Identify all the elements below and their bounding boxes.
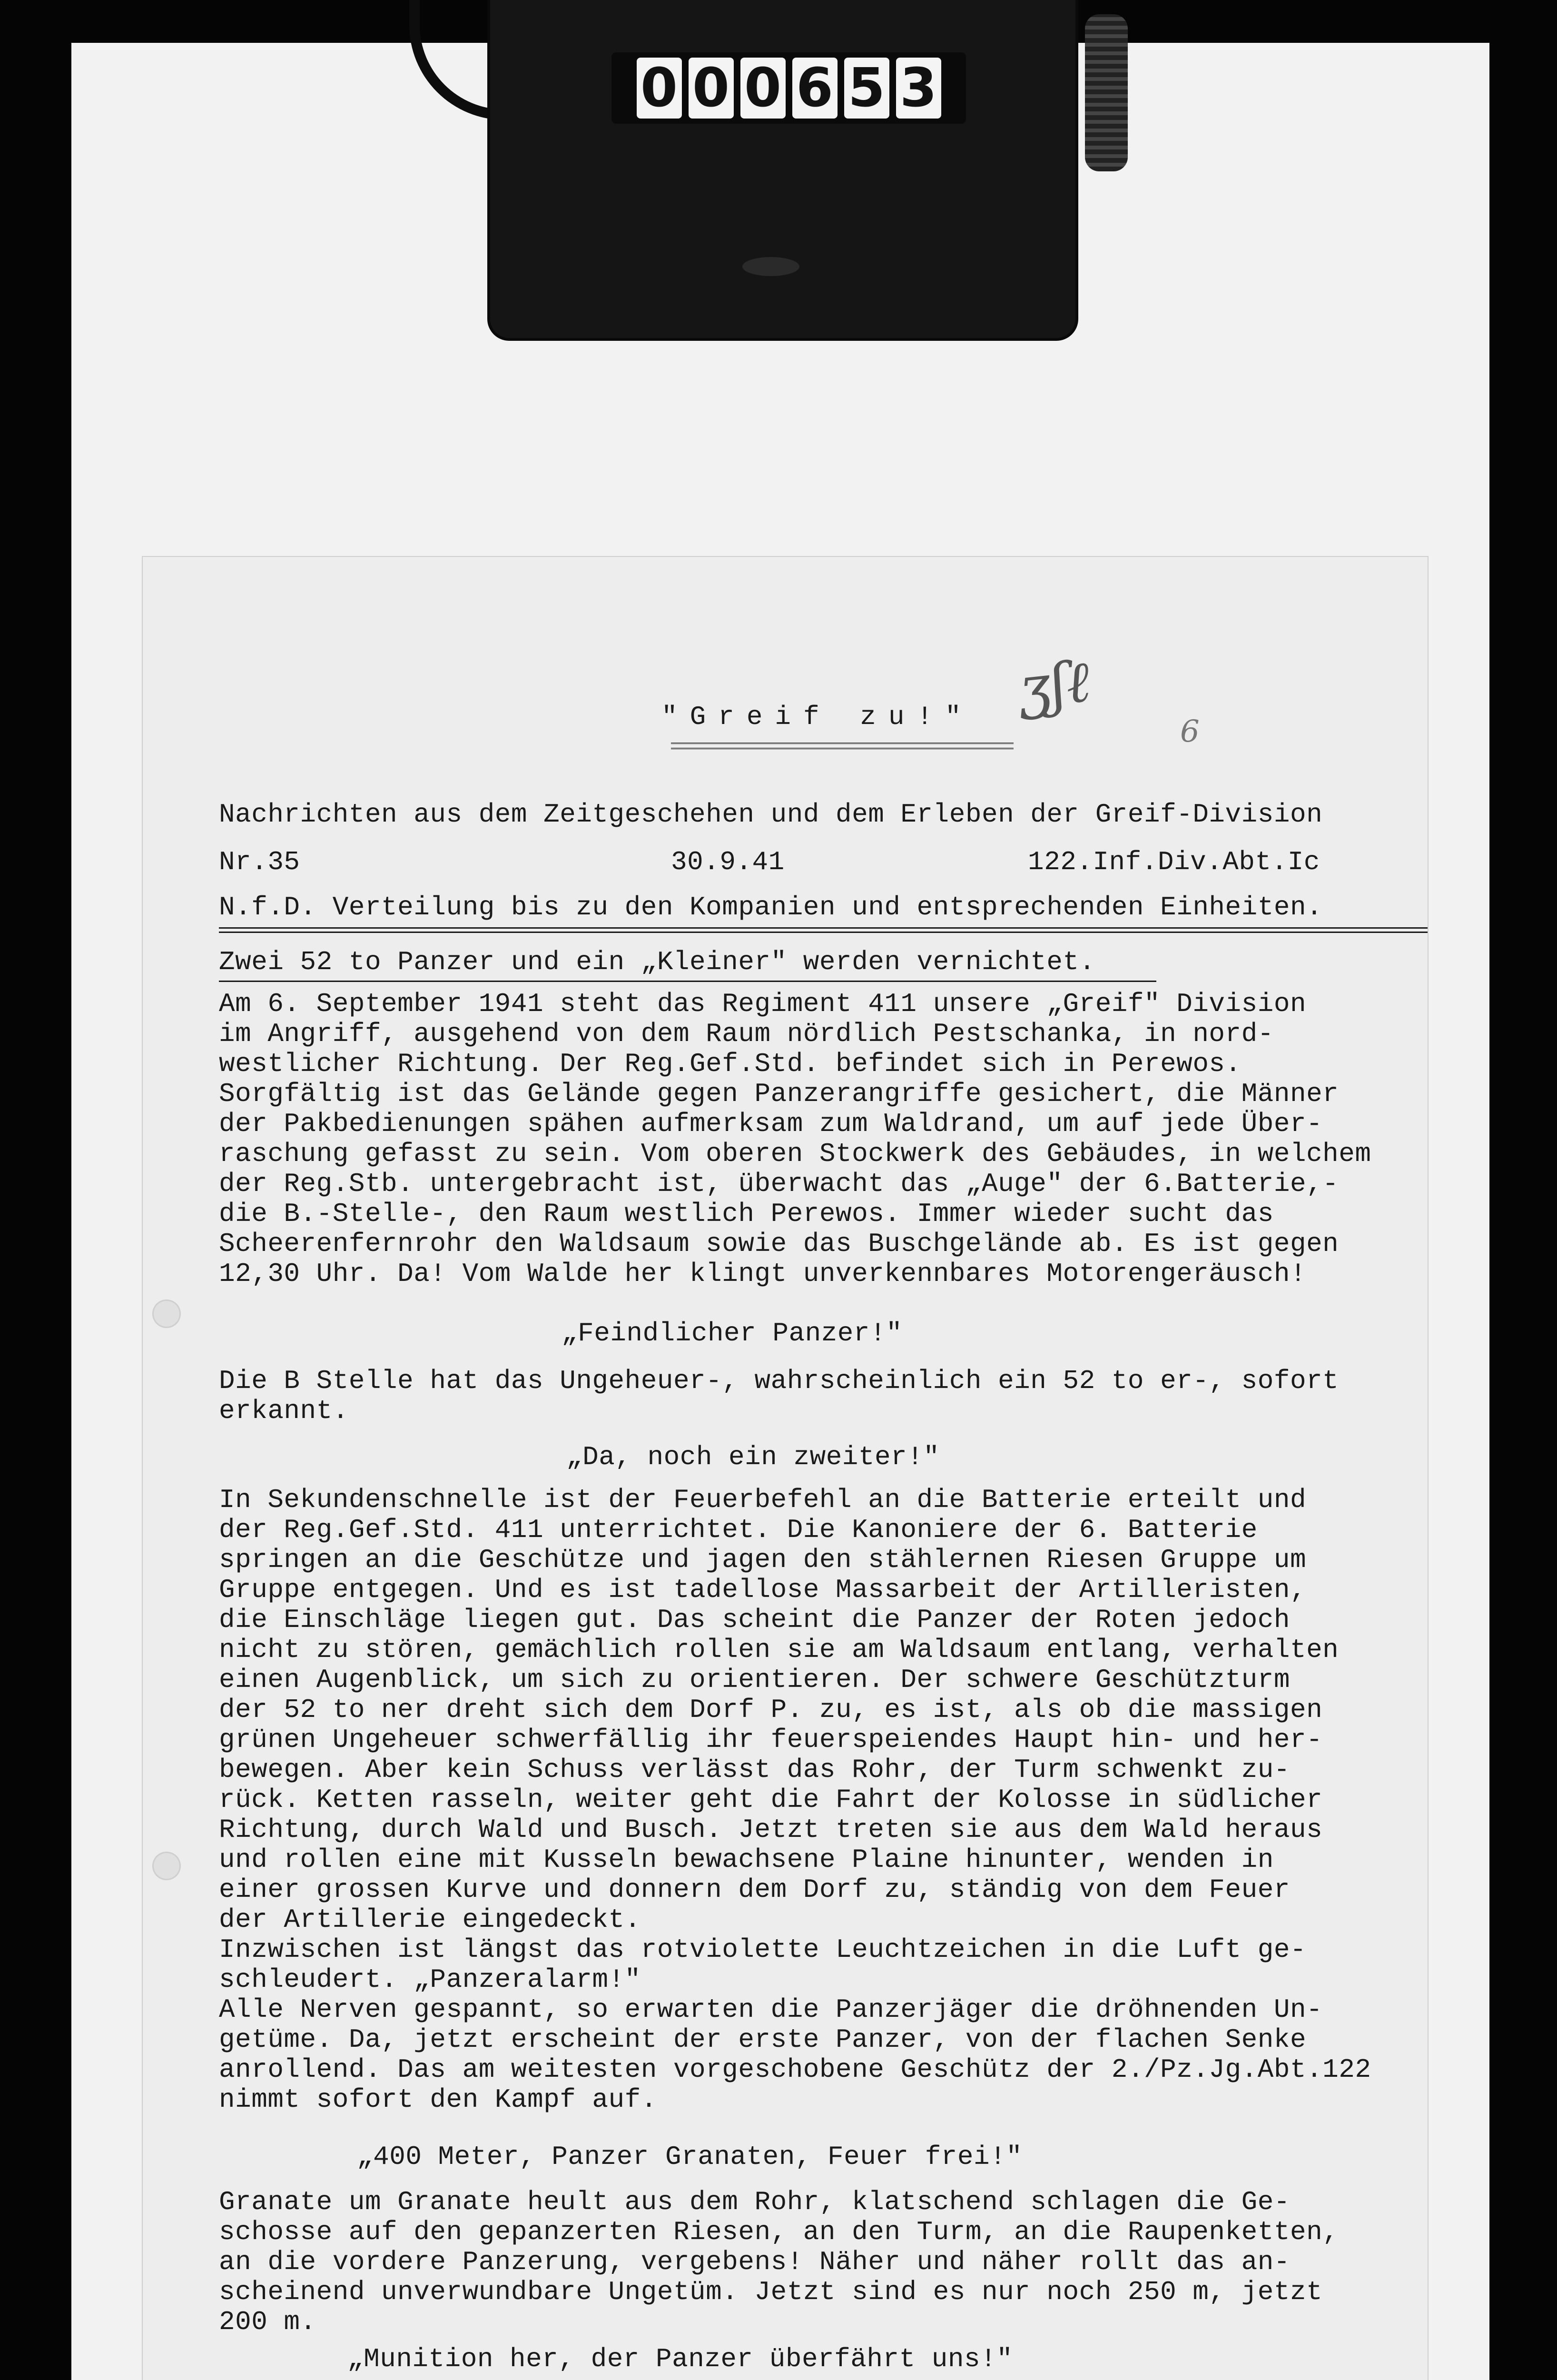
quoted-shout: „Feindlicher Panzer!": [562, 1318, 903, 1349]
distribution-note: N.f.D. Verteilung bis zu den Kompanien und entsprechenden Einheiten.: [219, 892, 1323, 922]
frame-counter-device: [490, 0, 1075, 338]
handwritten-annotation: ʒʃℓ: [1015, 648, 1094, 722]
paragraph: Granate um Granate heult aus dem Rohr, klatschend schlagen die Ge- schosse auf den gepanzerten Riesen, an den Turm, an die Raupenketten, an die vordere Panzerung, vergebens! Näher und näher rollt das an- scheinend unverwundbare Ungetüm. Jetzt sind es nur noch 250 m, jetzt 200 m.: [219, 2187, 1339, 2337]
headline-underline: [219, 981, 1156, 982]
quoted-shout: „400 Meter, Panzer Granaten, Feuer frei!": [357, 2142, 1023, 2172]
title-underline: [671, 743, 1014, 749]
counter-lens-icon: [742, 257, 799, 276]
punch-hole-icon: [152, 1299, 181, 1328]
issue-date: 30.9.41: [671, 847, 785, 877]
issue-number: Nr.35: [219, 847, 300, 877]
paragraph: In Sekundenschnelle ist der Feuerbefehl an die Batterie erteilt und der Reg.Gef.Std. 411 unterrichtet. Die Kanoniere der 6. Batterie springen an die Geschütze und jagen den stählernen Riesen Gruppe um Gruppe entgegen. Und es ist tadellose Massarbeit der Artilleristen, die Einschläge liegen gut. Das scheint die Panzer der Roten jedoch nicht zu stören, gemächlich rollen sie am Waldsaum entlang, verhalten einen Augenblick, um sich zu orientieren. Der schwere Geschützturm der 52 to ner dreht sich dem Dorf P. zu, es ist, als ob die massigen grünen Ungeheuer schwerfällig ihr feuerspeiendes Haupt hin- und her- bewegen. Aber kein Schuss verlässt das Rohr, der Turm schwenkt zu- rück. Ketten rasseln, weiter geht die Fahrt der Kolosse in südlicher Richtung, durch Wald und Busch. Jetzt treten sie aus dem Wald heraus und rollen eine mit Kusseln bewachsene Plaine hinunter, wenden in einer grossen Kurve und donnern dem Dorf zu, ständig von dem Feuer der Artillerie eingedeckt. Inzwischen ist längst das rotviolette Leuchtzeichen in die Luft ge- schleudert. „Panzeralarm!" Alle Nerven gespannt, so erwarten die Panzerjäger die dröhnenden Un- getüme. Da, jetzt erscheint der erste Panzer, von der flachen Senke anrollend. Das am weitesten vorgeschobene Geschütz der 2./Pz.Jg.Abt.122 nimmt sofort den Kampf auf.: [219, 1485, 1371, 2115]
handwritten-annotation-small: 6: [1180, 714, 1200, 749]
issuing-unit: 122.Inf.Div.Abt.Ic: [1028, 847, 1320, 877]
counter-digit: 0: [740, 58, 786, 119]
counter-digit: 6: [792, 58, 838, 119]
counter-digit: 0: [689, 58, 734, 119]
distribution-underline: [219, 927, 1428, 933]
document-title: "Greif zu!": [661, 702, 974, 732]
punch-hole-icon: [152, 1852, 181, 1880]
counter-digit: 5: [844, 58, 889, 119]
paragraph: Am 6. September 1941 steht das Regiment 411 unsere „Greif" Division im Angriff, ausgehend von dem Raum nördlich Pestschanka, in nord- westlicher Richtung. Der Reg.Gef.Std. befindet sich in Perewos. Sorgfältig ist das Gelände gegen Panzerangriffe gesichert, die Männer der Pakbedienungen spähen aufmerksam zum Waldrand, um auf jede Über- raschung gefasst zu sein. Vom oberen Stockwerk des Gebäudes, in welchem der Reg.Stb. untergebracht ist, überwacht das „Auge" der 6.Batterie,- die B.-Stelle-, den Raum westlich Perewos. Immer wieder sucht das Scheerenfernrohr den Waldsaum sowie das Buschgelände ab. Es ist gegen 12,30 Uhr. Da! Vom Walde her klingt unverkennbares Motorengeräusch!: [219, 989, 1371, 1289]
typed-document-sheet: [143, 557, 1428, 2380]
document-subtitle: Nachrichten aus dem Zeitgeschehen und dem Erleben der Greif-Division: [219, 799, 1323, 830]
counter-digit: 3: [896, 58, 941, 119]
frame-counter-display: [611, 52, 966, 124]
quoted-shout: „Munition her, der Panzer überfährt uns!": [347, 2344, 1013, 2374]
counter-digit: 0: [637, 58, 682, 119]
quoted-shout: „Da, noch ein zweiter!": [566, 1442, 940, 1472]
counter-knob-icon: [1085, 14, 1128, 171]
article-headline: Zwei 52 to Panzer und ein „Kleiner" werden vernichtet.: [219, 947, 1095, 977]
paragraph: Die B Stelle hat das Ungeheuer-, wahrscheinlich ein 52 to er-, sofort erkannt.: [219, 1366, 1339, 1426]
